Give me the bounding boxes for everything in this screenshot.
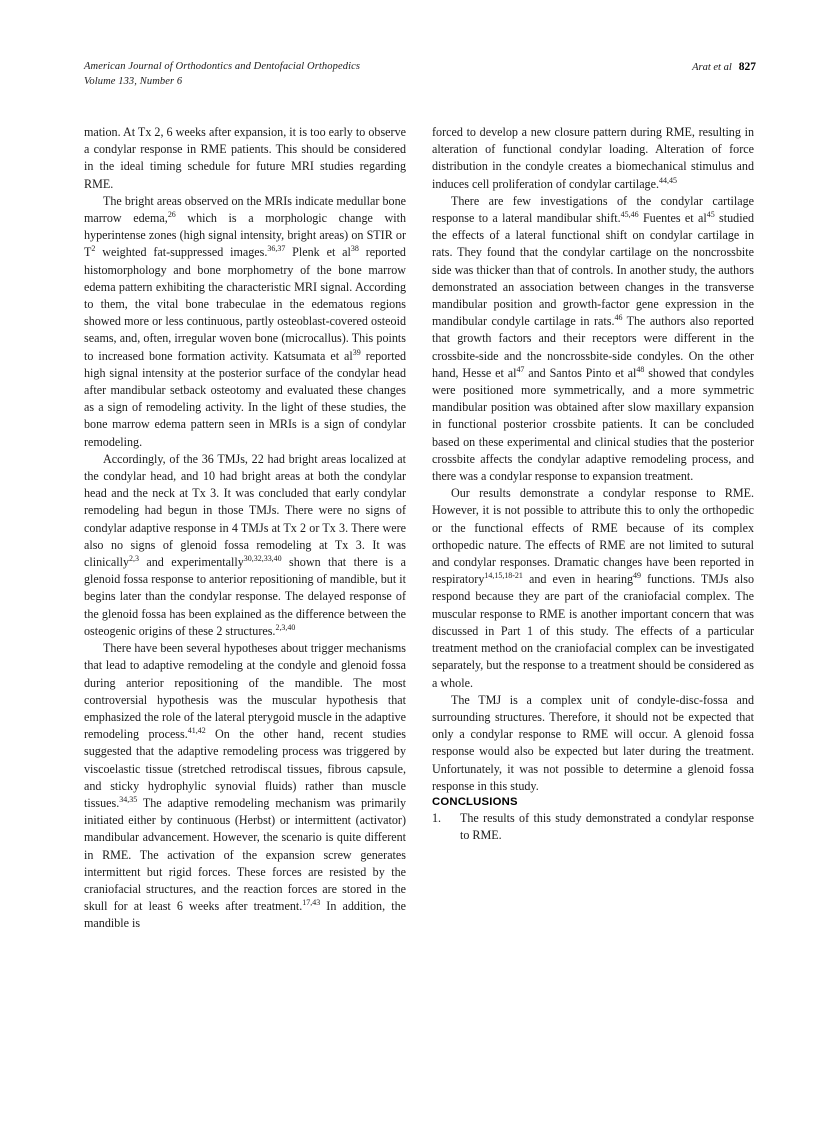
paragraph: The TMJ is a complex unit of condyle-disc-fossa and surrounding structures. Therefore, it should not be expected that only a condylar response to RME will occur. A glenoid fossa response would also be expected but later during the treatment. Unfortunately, it was not possible to determine a glenoid fossa response in this study. — [432, 692, 754, 793]
running-head-authors: Arat et al — [692, 62, 732, 73]
list-item-text: The results of this study demonstrated a condylar response to RME. — [460, 810, 754, 843]
paragraph: forced to develop a new closure pattern during RME, resulting in alteration of functional condylar loading. Alteration of force distribution in the condyle creates a biomechanical stimulus and induces cell proliferation of condylar cartilage.$^{44,45}$ — [432, 125, 754, 191]
paragraph: There are few investigations of the condylar cartilage response to a lateral mandibular shift.$^{45,46}$ Fuentes et $al^{45}$ studied the effects of a lateral functional shift on condylar cartilage in rats. They found that the condylar cartilage on the noncrossbite side was thicker than that of controls. In another study, the authors demonstrated an association between changes in the transverse mandibular position and growth-factor gene expression in the mandibular condyle cartilage in rats.$^{46}$ The authors also reported that growth factors and their receptors were different in the crossbite-side and the noncrossbite-side condyles. On the other hand, Hesse et $al^{47}$ and Santos Pinto et $al^{48}$ showed that condyles were positioned more symmetrically, and a more symmetric mandibular position was obtained after slow maxillary expansion in functional posterior crossbite patients. It can be concluded based on these experimental and clinical studies that the posterior crossbite affects the condylar adaptive remodeling process, and there was a condylar response to expansion treatment. — [432, 193, 754, 484]
list-item-marker: 1. — [432, 810, 442, 825]
paragraph: There have been several hypotheses about trigger mechanisms that lead to adaptive remodeling at the condyle and glenoid fossa during anterior repositioning of the mandible. The most controversial hypothesis was the muscular hypothesis that emphasized the role of the lateral pterygoid muscle in the adaptive remodeling process.$^{41,42}$ On the other hand, recent studies suggested that the adaptive remodeling process was triggered by viscoelastic tissue (stretched retrodiscal tissues, fibrous capsule, and sticky hydrophylic synovial fluids) rather than muscle tissues.$^{34,35}$ The adaptive remodeling mechanism was primarily initiated either by continuous (Herbst) or intermittent (activator) mandibular advancement. However, the scenario is quite different in RME. The activation of the expansion screw generates intermittent but rigid forces. These forces are resisted by the craniofacial structures, and the reaction forces are stored in the skull for at least 6 weeks after treatment.$^{17,43}$ In addition, the mandible is — [84, 641, 406, 931]
section-heading-conclusions: CONCLUSIONS — [432, 795, 518, 808]
page-number: 827 — [738, 61, 756, 73]
running-head-authors-page — [692, 60, 756, 76]
paragraph: Our results demonstrate a condylar response to RME. However, it is not possible to attribute this to only the orthopedic or the functional effects of RME because of its complex orthopedic nature. The effects of RME are not limited to sutural and condylar responses. Dramatic changes have been reported in respiratory$^{14,15,18-21}$ and even in hearing$^{49}$ functions. TMJs also respond because they are part of the craniofacial complex. The muscular response to RME is another important concern that was discussed in Part 1 of this study. The effects of a particular treatment method on the craniofacial complex can be investigated separately, but the response to a treatment should be considered as a whole. — [432, 486, 754, 690]
running-head-journal — [84, 60, 360, 89]
journal-title: American Journal of Orthodontics and Dentofacial Orthopedics — [84, 61, 361, 72]
left-column — [84, 124, 406, 933]
right-column — [432, 124, 754, 844]
list-item — [432, 810, 754, 844]
running-head — [84, 60, 756, 94]
journal-volume: Volume 133, Number 6 — [84, 75, 183, 87]
paragraph: The bright areas observed on the MRIs indicate medullar bone marrow edema,$^{26}$ which is a morphologic change with hyperintense zones (high signal intensity, bright areas) on STIR or $T^2$ weighted fat-suppressed images.$^{36,37}$ Plenk et $al^{38}$ reported histomorphology and bone morphometry of the bone marrow edema pattern exhibiting the characteristic MRI signal. According to them, the vital bone trabeculae in the edematous regions showed more or less continuous, partly osteoblast-covered osteoid seams, and, often, irregular woven bone (microcallus). This points to increased bone formation activity. Katsumata et $al^{39}$ reported high signal intensity at the posterior surface of the condylar head after mandibular setback osteotomy and evaluated these changes as a sign of remodeling activity. In the light of these studies, the bone marrow edema pattern seen in MRIs is a sign of condylar remodeling. — [84, 193, 406, 449]
conclusions-list — [432, 810, 754, 844]
paragraph: Accordingly, of the 36 TMJs, 22 had bright areas localized at the condylar head, and 10 had bright areas at both the condylar head and the neck at Tx 3. It was concluded that early condylar remodeling had begun in those TMJs. There were no signs of condylar adaptive response in 4 TMJs at Tx 2 or Tx 3. There were also no signs of glenoid fossa remodeling at Tx 3. It was clinically$^{2,3}$ and experimentally$^{30,32,33,40}$ shown that there is a glenoid fossa response to anterior repositioning of mandible, but it begins later than the condylar response. The delayed response of the glenoid fossa has been explained as the difference between the osteogenic origins of these 2 structures.$^{2,3,40}$ — [84, 451, 406, 638]
paragraph: mation. At Tx 2, 6 weeks after expansion, it is too early to observe a condylar response in RME patients. This should be considered in the ideal timing schedule for future MRI studies regarding RME. — [84, 125, 406, 191]
